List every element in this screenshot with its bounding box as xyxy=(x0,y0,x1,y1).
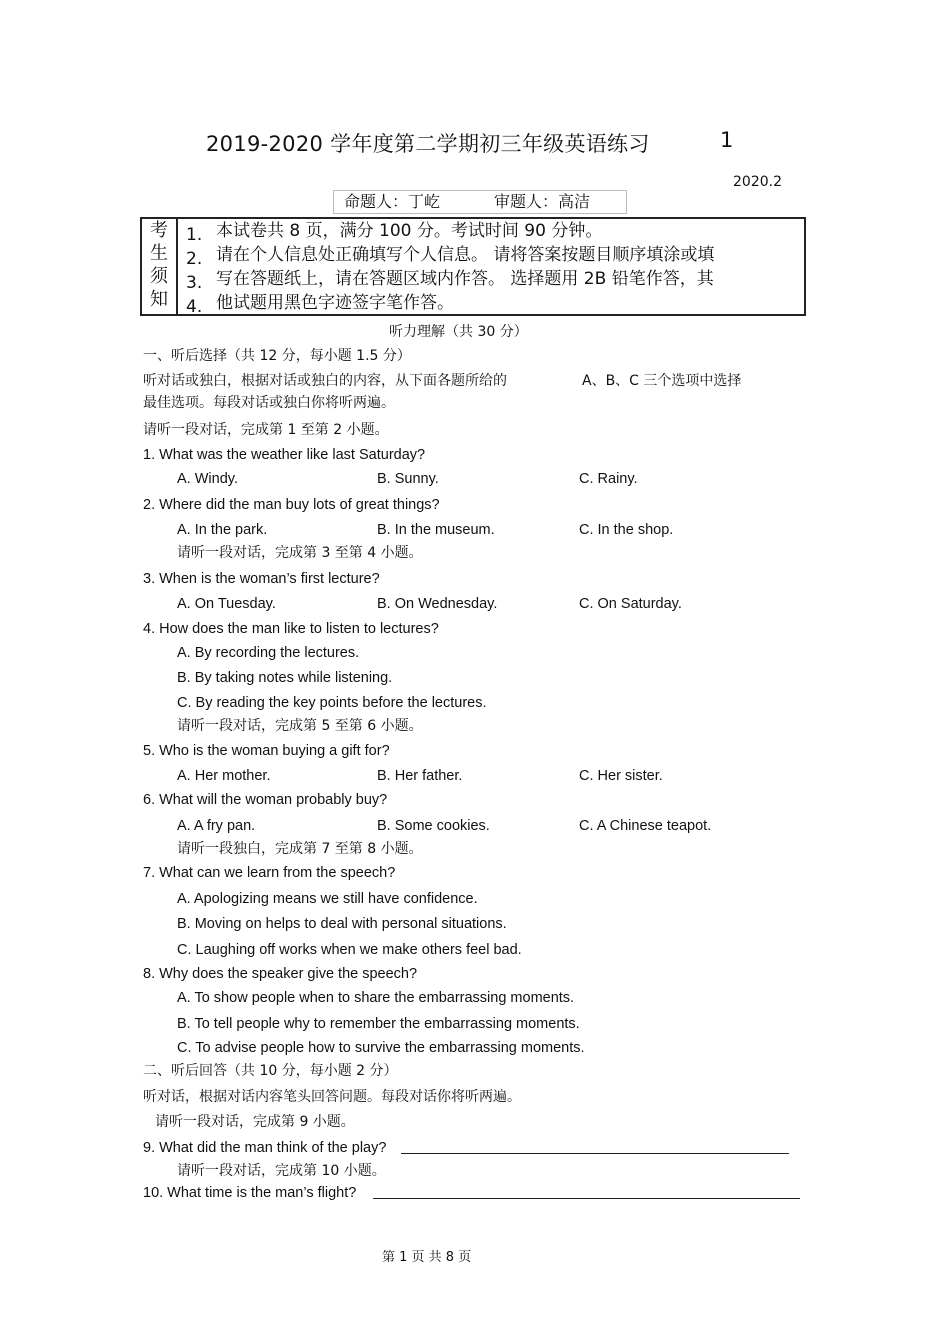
option-b: B. In the museum. xyxy=(377,522,495,538)
question-stem: 6. What will the woman probably buy? xyxy=(143,792,388,808)
option-b: B. By taking notes while listening. xyxy=(177,670,393,686)
part2-heading: 二、听后回答（共 10 分，每小题 2 分） xyxy=(143,1063,398,1079)
option-b: B. Her father. xyxy=(377,768,463,784)
authors-box xyxy=(333,190,627,214)
notice-label xyxy=(142,219,178,314)
section-intro: 请听一段对话，完成第 9 小题。 xyxy=(155,1114,355,1130)
section-intro: 请听一段对话，完成第 5 至第 6 小题。 xyxy=(177,718,423,734)
notice-number: 4. xyxy=(186,297,203,317)
option-b: B. On Wednesday. xyxy=(377,596,498,612)
option-c: C. A Chinese teapot. xyxy=(579,818,712,834)
section-intro: 请听一段对话，完成第 1 至第 2 小题。 xyxy=(143,422,389,438)
part1-instruction-a: 听对话或独白，根据对话或独白的内容，从下面各题所给的 xyxy=(143,373,507,389)
notice-label-char: 考 xyxy=(150,220,168,241)
option-c: C. Her sister. xyxy=(579,768,663,784)
section-intro: 请听一段对话，完成第 3 至第 4 小题。 xyxy=(177,545,423,561)
option-c: C. In the shop. xyxy=(579,522,674,538)
question-stem: 5. Who is the woman buying a gift for? xyxy=(143,743,390,759)
option-b: B. Sunny. xyxy=(377,471,439,487)
option-b: B. To tell people why to remember the embarrassing moments. xyxy=(177,1016,580,1032)
page-footer: 第 1 页 共 8 页 xyxy=(382,1250,472,1265)
question-stem: 3. When is the woman’s first lecture? xyxy=(143,571,380,587)
reviewer: 审题人：高洁 xyxy=(494,192,591,211)
notice-lines xyxy=(216,219,714,315)
option-a: A. By recording the lectures. xyxy=(177,645,360,661)
option-b: B. Moving on helps to deal with personal situations. xyxy=(177,916,507,932)
notice-number: 3. xyxy=(186,273,203,293)
notice-label-char: 生 xyxy=(150,243,168,264)
section-intro: 请听一段独白，完成第 7 至第 8 小题。 xyxy=(177,841,423,857)
question-stem: 7. What can we learn from the speech? xyxy=(143,865,396,881)
question-stem: 10. What time is the man’s flight? xyxy=(143,1185,357,1201)
listening-heading: 听力理解（共 30 分） xyxy=(389,324,528,340)
option-a: A. Her mother. xyxy=(177,768,271,784)
option-c: C. On Saturday. xyxy=(579,596,682,612)
option-a: A. To show people when to share the embarrassing moments. xyxy=(177,990,575,1006)
question-stem: 8. Why does the speaker give the speech? xyxy=(143,966,418,982)
part1-instruction-line2: 最佳选项。每段对话或独白你将听两遍。 xyxy=(143,395,395,411)
option-a: A. Apologizing means we still have confidence. xyxy=(177,891,478,907)
answer-line[interactable] xyxy=(401,1153,789,1154)
exam-notice-box xyxy=(140,217,806,316)
option-a: A. In the park. xyxy=(177,522,268,538)
question-stem: 4. How does the man like to listen to lectures? xyxy=(143,621,439,637)
option-b: B. Some cookies. xyxy=(377,818,490,834)
notice-label-char: 知 xyxy=(150,289,168,310)
notice-number: 2. xyxy=(186,249,203,269)
section-intro: 请听一段对话，完成第 10 小题。 xyxy=(177,1163,386,1179)
notice-line: 本试卷共 8 页，满分 100 分。考试时间 90 分钟。 xyxy=(216,221,603,241)
answer-line[interactable] xyxy=(373,1198,800,1199)
option-c: C. To advise people how to survive the embarrassing moments. xyxy=(177,1040,585,1056)
notice-label-char: 须 xyxy=(150,266,168,287)
option-c: C. Rainy. xyxy=(579,471,638,487)
question-stem: 2. Where did the man buy lots of great things? xyxy=(143,497,440,513)
notice-line: 请在个人信息处正确填写个人信息。 请将答案按题目顺序填涂或填 xyxy=(216,245,715,265)
part1-instruction-b: A、B、C 三个选项中选择 xyxy=(582,373,742,389)
question-stem: 1. What was the weather like last Saturday? xyxy=(143,447,426,463)
notice-numbers xyxy=(186,223,202,319)
page-title-number: 1 xyxy=(720,128,734,152)
notice-number: 1. xyxy=(186,225,203,245)
question-stem: 9. What did the man think of the play? xyxy=(143,1140,387,1156)
option-c: C. By reading the key points before the lectures. xyxy=(177,695,487,711)
notice-line: 写在答题纸上，请在答题区域内作答。 选择题用 2B 铅笔作答，其 xyxy=(216,269,714,289)
part1-heading: 一、听后选择（共 12 分，每小题 1.5 分） xyxy=(143,348,411,364)
option-a: A. Windy. xyxy=(177,471,238,487)
option-a: A. A fry pan. xyxy=(177,818,256,834)
option-a: A. On Tuesday. xyxy=(177,596,276,612)
part2-instruction: 听对话，根据对话内容笔头回答问题。每段对话你将听两遍。 xyxy=(143,1089,521,1105)
exam-date: 2020.2 xyxy=(733,174,782,190)
notice-line: 他试题用黑色字迹签字笔作答。 xyxy=(216,293,454,313)
option-c: C. Laughing off works when we make others feel bad. xyxy=(177,942,522,958)
setter: 命题人：丁屹 xyxy=(344,192,441,211)
page-title: 2019-2020 学年度第二学期初三年级英语练习 xyxy=(206,132,650,156)
